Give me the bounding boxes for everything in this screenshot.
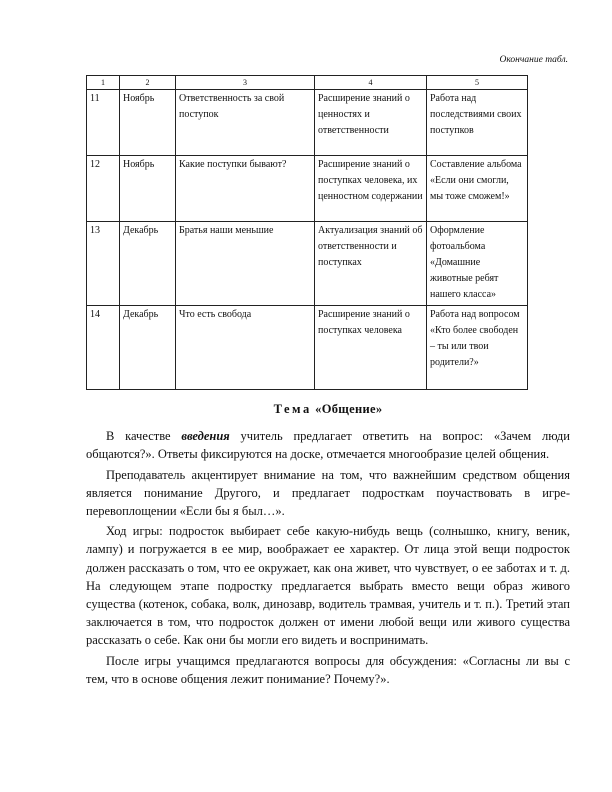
activity-cell: Работа над вопросом «Кто более свободен – ты или твои родители?» xyxy=(427,306,528,390)
table-row xyxy=(87,222,528,306)
column-header: 2 xyxy=(120,76,176,90)
lesson-number-cell: 11 xyxy=(87,90,120,156)
lesson-number-cell: 14 xyxy=(87,306,120,390)
section-title xyxy=(86,400,570,418)
section-body xyxy=(86,400,570,688)
emphasized-term: введения xyxy=(181,429,230,444)
goal-cell: Расширение знаний о поступках человека, их ценностном содержании xyxy=(315,156,427,222)
table-header-row xyxy=(87,76,528,90)
lesson-number-cell: 13 xyxy=(87,222,120,306)
column-header: 4 xyxy=(315,76,427,90)
column-header: 3 xyxy=(176,76,315,90)
goal-cell: Расширение знаний о поступках человека xyxy=(315,306,427,390)
section-title-topic: «Общение» xyxy=(315,402,383,416)
month-cell: Ноябрь xyxy=(120,90,176,156)
section-title-prefix: Тема xyxy=(273,402,312,416)
goal-cell: Актуализация знаний об ответственности и поступках xyxy=(315,222,427,306)
paragraph-text: В качестве xyxy=(106,429,182,444)
column-header: 5 xyxy=(427,76,528,90)
table-row xyxy=(87,306,528,390)
month-cell: Декабрь xyxy=(120,222,176,306)
paragraph-introduction xyxy=(86,427,570,463)
goal-cell: Расширение знаний о ценностях и ответственности xyxy=(315,90,427,156)
activity-cell: Работа над последствиями своих поступков xyxy=(427,90,528,156)
topic-cell: Ответственность за свой поступок xyxy=(176,90,315,156)
lesson-plan-table xyxy=(86,75,528,390)
topic-cell: Какие поступки бывают? xyxy=(176,156,315,222)
table-continuation-caption: Окончание табл. xyxy=(499,55,568,65)
activity-cell: Составление альбома «Если они смогли, мы тоже сможем!» xyxy=(427,156,528,222)
activity-cell: Оформление фотоальбома «Домашние животные ребят нашего класса» xyxy=(427,222,528,306)
month-cell: Ноябрь xyxy=(120,156,176,222)
paragraph-discussion: После игры учащимся предлагаются вопросы для обсуждения: «Согласны ли вы с тем, что в основе общения лежит понимание? Почему?». xyxy=(86,653,570,686)
month-cell: Декабрь xyxy=(120,306,176,390)
table-row xyxy=(87,156,528,222)
paragraph-text: учитель предлагает ответить на вопрос: «Зачем люди общаются?». Ответы фиксируются на доске, отмечается многообразие целей общения. xyxy=(86,429,570,462)
topic-cell: Братья наши меньшие xyxy=(176,222,315,306)
paragraph-understanding: Преподаватель акцентирует внимание на том, что важнейшим средством общения является понимание Другого, и предлагает подросткам поучаствовать в игре-перевоплощении «Если бы я был…». xyxy=(86,467,570,519)
lesson-number-cell: 12 xyxy=(87,156,120,222)
column-header: 1 xyxy=(87,76,120,90)
topic-cell: Что есть свобода xyxy=(176,306,315,390)
table-row xyxy=(87,90,528,156)
paragraph-game-procedure: Ход игры: подросток выбирает себе какую-нибудь вещь (солнышко, книгу, веник, лампу) и погружается в ее мир, воображает ее характер. От лица этой вещи подросток должен рассказать о том, что ее окружает, как она живет, что чувствует, о ее заботах и т. д. На следующем этапе подростку предлагается выбрать вместо вещи образ живого существа (котенок, собака, волк, динозавр, водитель трамвая, учитель и т. п.). Третий этап заключается в том, что подросток должен от имени любой вещи или живого существа рассказать о себе. Как они бы могли его видеть и воспринимать. xyxy=(86,524,570,648)
